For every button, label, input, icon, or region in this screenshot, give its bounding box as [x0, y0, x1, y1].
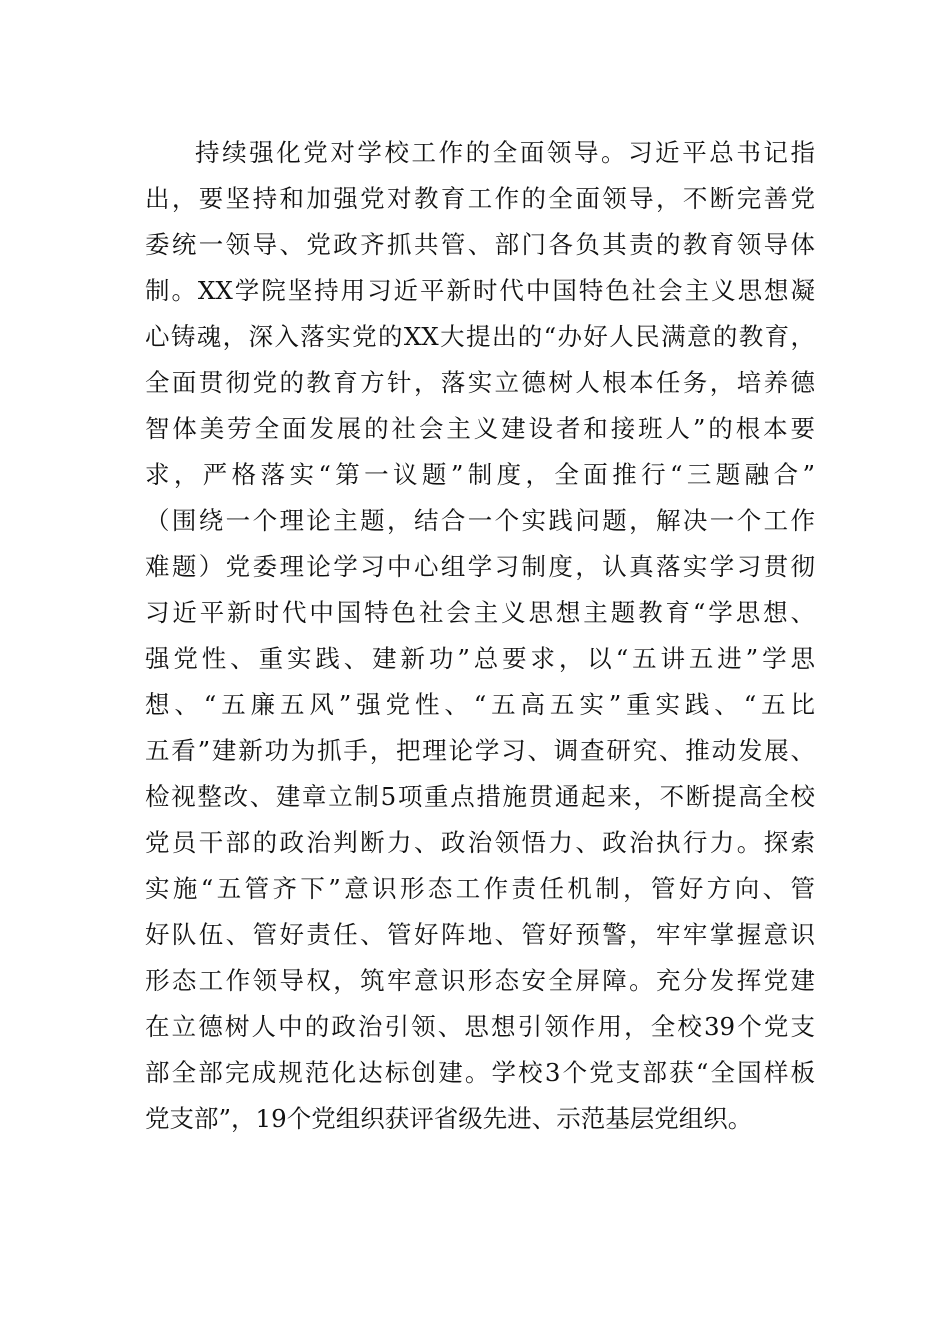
paragraph-line: 全面贯彻党的教育方针，落实立德树人根本任务，培养德 [145, 368, 815, 397]
paragraph-line: 在立德树人中的政治引领、思想引领作用，全校39个党支 [145, 1012, 815, 1041]
paragraph-line: 形态工作领导权，筑牢意识形态安全屏障。充分发挥党建 [145, 966, 815, 995]
paragraph-line: 好队伍、管好责任、管好阵地、管好预警，牢牢掌握意识 [145, 920, 815, 949]
paragraph-line: 党员干部的政治判断力、政治领悟力、政治执行力。探索 [145, 828, 815, 857]
paragraph-line: （围绕一个理论主题，结合一个实践问题，解决一个工作 [145, 506, 815, 535]
paragraph-line: 出，要坚持和加强党对教育工作的全面领导，不断完善党 [145, 184, 815, 213]
paragraph-line: 委统一领导、党政齐抓共管、部门各负其责的教育领导体 [145, 230, 815, 259]
paragraph-line: 党支部”，19个党组织获评省级先进、示范基层党组织。 [145, 1104, 753, 1133]
paragraph-line: 想、“五廉五风”强党性、“五高五实”重实践、“五比 [145, 690, 815, 719]
paragraph-line: 五看”建新功为抓手，把理论学习、调查研究、推动发展、 [145, 736, 815, 765]
paragraph-line: 智体美劳全面发展的社会主义建设者和接班人”的根本要 [145, 414, 815, 443]
paragraph-line: 心铸魂，深入落实党的XX大提出的“办好人民满意的教育， [145, 322, 815, 351]
paragraph-line: 强党性、重实践、建新功”总要求，以“五讲五进”学思 [145, 644, 815, 673]
paragraph-line: 习近平新时代中国特色社会主义思想主题教育“学思想、 [145, 598, 815, 627]
paragraph-line: 求，严格落实“第一议题”制度，全面推行“三题融合” [145, 460, 815, 489]
paragraph-line: 制。XX学院坚持用习近平新时代中国特色社会主义思想凝 [145, 276, 815, 305]
paragraph-line: 部全部完成规范化达标创建。学校3个党支部获“全国样板 [145, 1058, 815, 1087]
paragraph-line: 实施“五管齐下”意识形态工作责任机制，管好方向、管 [145, 874, 815, 903]
paragraph-line: 难题）党委理论学习中心组学习制度，认真落实学习贯彻 [145, 552, 815, 581]
body-paragraph [145, 130, 815, 1142]
paragraph-line: 持续强化党对学校工作的全面领导。习近平总书记指 [195, 138, 815, 167]
paragraph-line: 检视整改、建章立制5项重点措施贯通起来，不断提高全校 [145, 782, 815, 811]
